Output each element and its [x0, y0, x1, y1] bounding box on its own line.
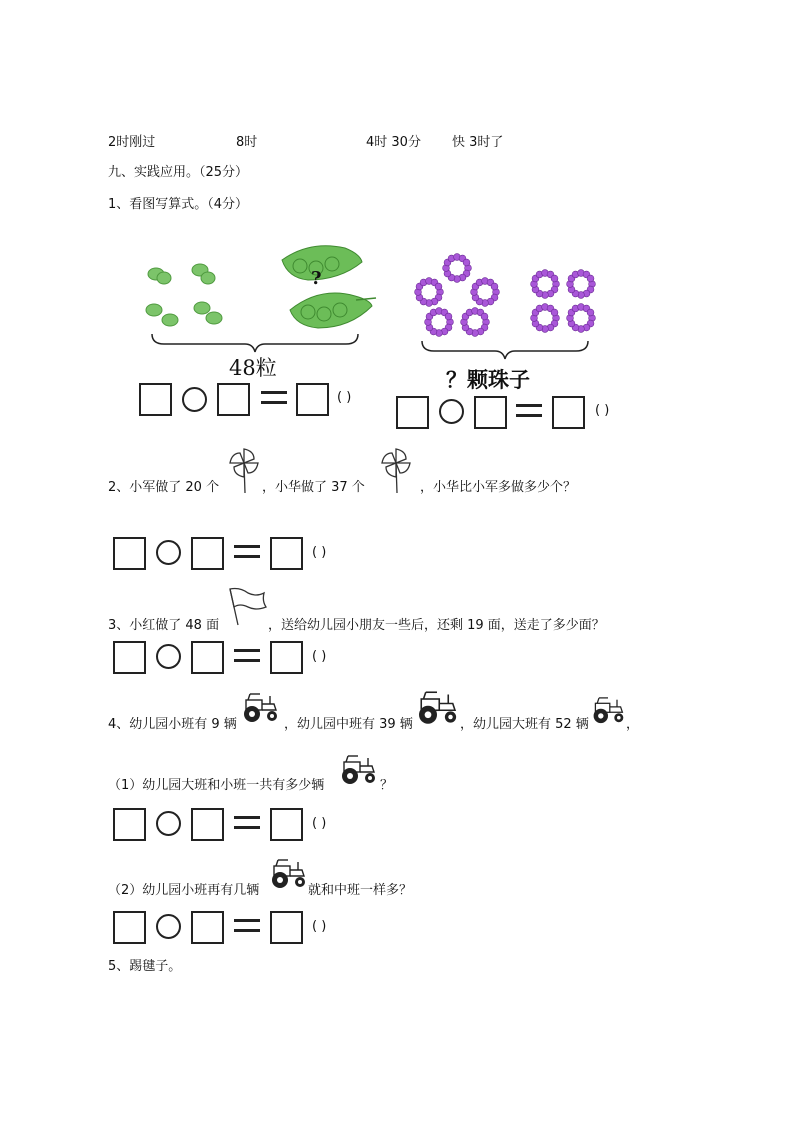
- tractor-icon: [414, 690, 460, 726]
- q2-text-c: ，小华比小军多做多少个？: [420, 480, 577, 495]
- q4-sub1-equation-result-box[interactable]: [270, 808, 303, 841]
- q1-equation-b-box-2[interactable]: [474, 396, 507, 429]
- q4-text-b: ，幼儿园中班有 39 辆: [284, 717, 413, 732]
- q4-sub1-equation-unit[interactable]: ( ): [312, 816, 327, 831]
- tractor-icon: [240, 692, 280, 724]
- q2-equation-operator-circle[interactable]: [156, 540, 181, 565]
- clock-label-3: 4时 30分: [366, 135, 421, 150]
- q4-text-a: 4、幼儿园小班有 9 辆: [108, 717, 237, 732]
- q1-equation-b-equals: [516, 404, 542, 417]
- bead-ring: [415, 278, 444, 307]
- q4-text-c: ，幼儿园大班有 52 辆: [460, 717, 589, 732]
- q4-sub2-equation-result-box[interactable]: [270, 911, 303, 944]
- q3-equation-equals: [234, 649, 260, 662]
- pinwheel-icon: [226, 447, 262, 495]
- bead-ring: [531, 270, 560, 299]
- clock-label-2: 8时: [236, 135, 258, 150]
- bead-ring: [531, 304, 560, 333]
- q4-sub2-equation-operator-circle[interactable]: [156, 914, 181, 939]
- q4-sub1-text-b: ？: [380, 778, 394, 793]
- q1-equation-a-box-1[interactable]: [139, 383, 172, 416]
- clock-label-4: 快 3时了: [452, 135, 504, 150]
- q2-text-b: ，小华做了 37 个: [262, 480, 365, 495]
- q4-sub2-text-a: （2）幼儿园小班再有几辆: [108, 883, 260, 898]
- q4-sub2-equation-unit[interactable]: ( ): [312, 919, 327, 934]
- peas-question-mark: ?: [311, 268, 322, 289]
- beads-brace: [420, 339, 590, 361]
- q4-sub1-equation-box-2[interactable]: [191, 808, 224, 841]
- q1-equation-a-result-box[interactable]: [296, 383, 329, 416]
- q4-sub2-equation-box-1[interactable]: [113, 911, 146, 944]
- q3-equation-unit[interactable]: ( ): [312, 649, 327, 664]
- q2-equation-box-2[interactable]: [191, 537, 224, 570]
- tractor-icon: [268, 858, 308, 890]
- q3-text-b: ，送给幼儿园小朋友一些后，还剩 19 面，送走了多少面？: [268, 618, 605, 633]
- q1-title: 1、看图写算式。（4分）: [108, 197, 249, 212]
- flag-icon: [226, 585, 268, 627]
- bead-ring: [567, 304, 596, 333]
- q1-equation-b-unit[interactable]: ( ): [595, 403, 610, 418]
- pinwheel-icon: [378, 447, 414, 495]
- q4-sub2-text-b: 就和中班一样多？: [308, 883, 413, 898]
- q3-equation-box-2[interactable]: [191, 641, 224, 674]
- q1-equation-b-result-box[interactable]: [552, 396, 585, 429]
- clock-label-1: 2时刚过: [108, 135, 156, 150]
- q3-equation-result-box[interactable]: [270, 641, 303, 674]
- q1-equation-a-equals: [261, 391, 287, 404]
- q4-sub2-equation-box-2[interactable]: [191, 911, 224, 944]
- beads-total: ？颗珠子: [446, 367, 530, 392]
- q4-sub1-text-a: （1）幼儿园大班和小班一共有多少辆: [108, 778, 325, 793]
- bead-ring: [567, 270, 596, 299]
- q1-equation-a-unit[interactable]: ( ): [337, 390, 352, 405]
- q4-text-d: ，: [626, 717, 640, 732]
- q1-equation-a-operator-circle[interactable]: [182, 387, 207, 412]
- q4-sub1-equation-operator-circle[interactable]: [156, 811, 181, 836]
- q2-text-a: 2、小军做了 20 个: [108, 480, 220, 495]
- bead-ring: [461, 308, 490, 337]
- q2-equation-result-box[interactable]: [270, 537, 303, 570]
- peas-brace: [150, 332, 360, 354]
- q2-equation-box-1[interactable]: [113, 537, 146, 570]
- bead-ring: [443, 254, 472, 283]
- q3-equation-box-1[interactable]: [113, 641, 146, 674]
- q5-title: 5、踢毽子。: [108, 959, 182, 974]
- bead-ring: [425, 308, 454, 337]
- q1-equation-b-operator-circle[interactable]: [439, 399, 464, 424]
- q3-equation-operator-circle[interactable]: [156, 644, 181, 669]
- peas-total: 48粒: [229, 356, 277, 380]
- q3-text-a: 3、小红做了 48 面: [108, 618, 220, 633]
- q1-equation-b-box-1[interactable]: [396, 396, 429, 429]
- q4-sub2-equation-equals: [234, 919, 260, 932]
- bead-ring: [471, 278, 500, 307]
- q1-equation-a-box-2[interactable]: [217, 383, 250, 416]
- beads-picture: [405, 250, 605, 345]
- q4-sub1-equation-equals: [234, 816, 260, 829]
- tractor-icon: [590, 696, 626, 725]
- tractor-icon: [338, 754, 378, 786]
- q2-equation-unit[interactable]: ( ): [312, 545, 327, 560]
- q2-equation-equals: [234, 545, 260, 558]
- peas-picture: [140, 240, 380, 340]
- q4-sub1-equation-box-1[interactable]: [113, 808, 146, 841]
- section-title: 九、实践应用。（25分）: [108, 165, 249, 180]
